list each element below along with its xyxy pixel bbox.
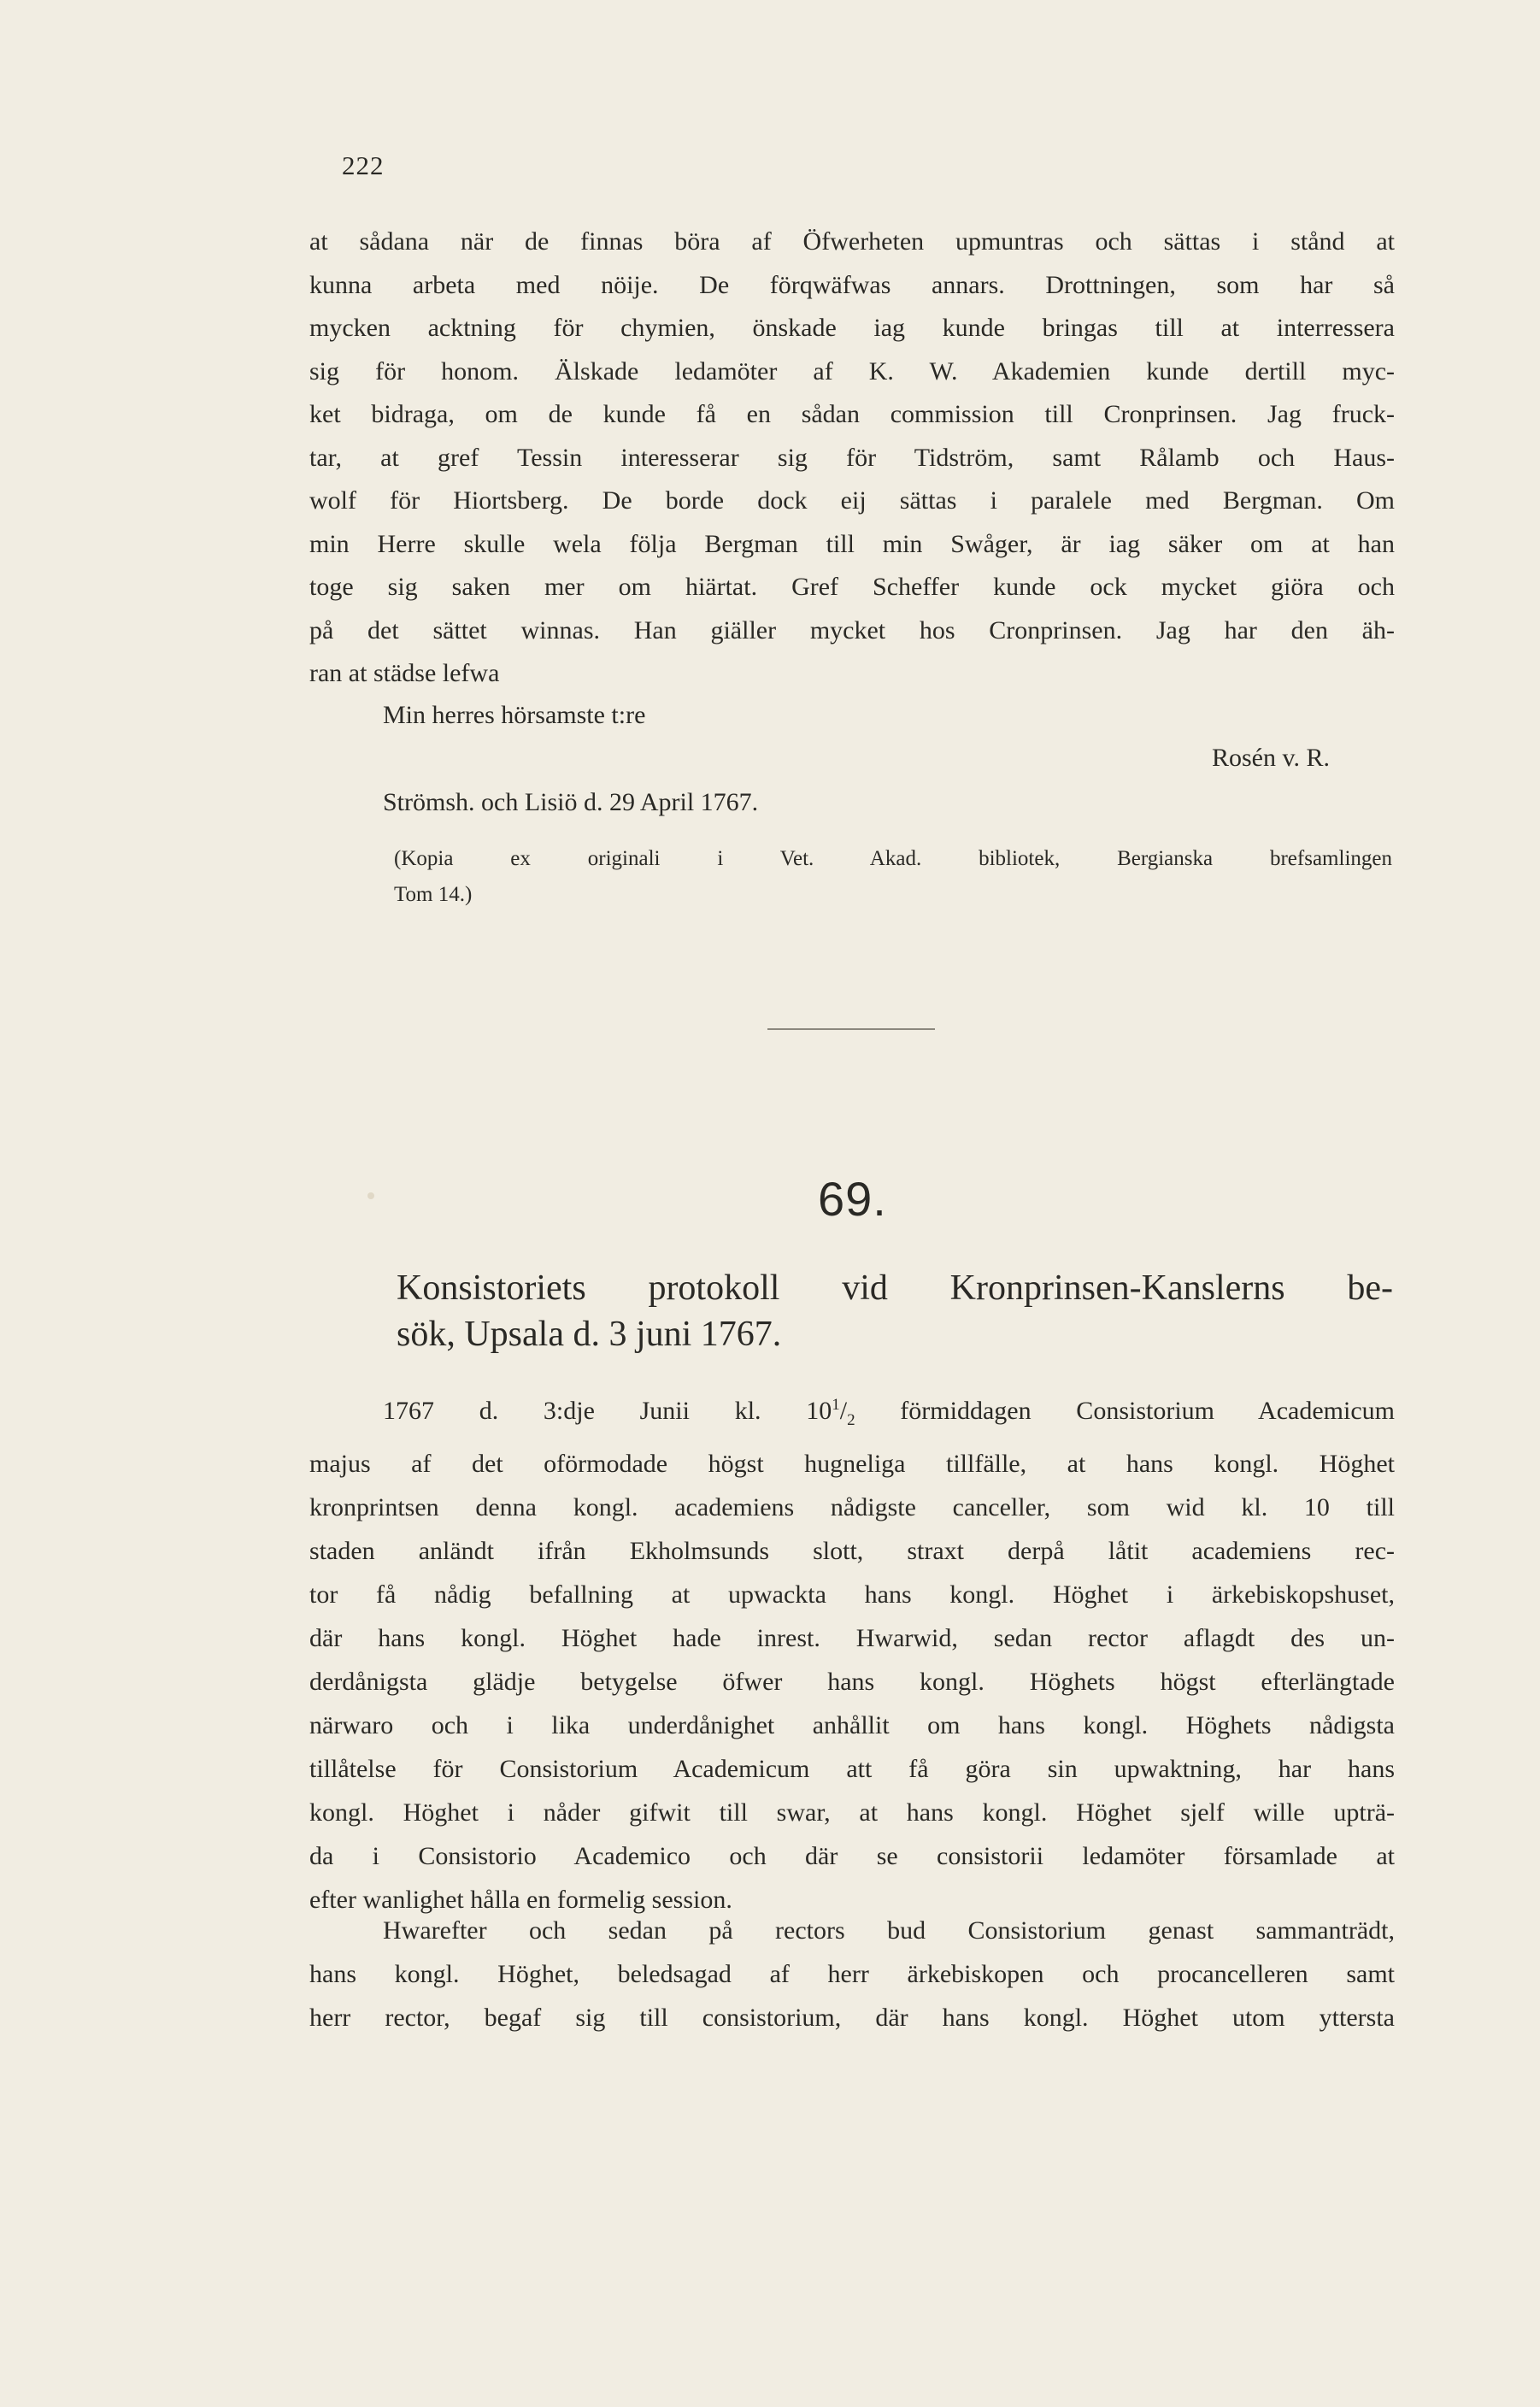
text-line: majus af det oförmodade högst hugneliga tillfälle, at hans kongl. Höghet <box>309 1450 1395 1478</box>
text-line: toge sig saken mer om hiärtat. Gref Scheffer kunde ock mycket giöra och <box>309 573 1395 601</box>
text-line: min Herre skulle wela följa Bergman till min Swåger, är iag säker om at han <box>309 529 1395 558</box>
fraction-numerator: 1 <box>832 1396 840 1414</box>
text-line: kunna arbeta med nöije. De förqwäfwas annars. Drottningen, som har så <box>309 270 1395 299</box>
document-number: 69. <box>818 1172 887 1226</box>
text-line: tillåtelse för Consistorium Academicum att få göra sin upwaktning, har hans <box>309 1755 1395 1783</box>
text-line: kronprintsen denna kongl. academiens nådigste canceller, som wid kl. 10 till <box>309 1493 1395 1521</box>
text-line: på det sättet winnas. Han giäller mycket hos Cronprinsen. Jag har den äh- <box>309 615 1395 644</box>
heading-line: sök, Upsala d. 3 juni 1767. <box>397 1315 782 1354</box>
body-paragraph <box>309 1383 1395 1921</box>
text-line: Hwarefter och sedan på rectors bud Consistorium genast sammanträdt, <box>383 1916 1395 1945</box>
letter-signature: Rosén v. R. <box>1212 744 1331 772</box>
fraction: $^1/_2$ <box>832 1396 855 1429</box>
text-line: kongl. Höghet i nåder gifwit till swar, at hans kongl. Höghet sjelf wille upträ- <box>309 1798 1395 1827</box>
text-line: herr rector, begaf sig till consistorium, där hans kongl. Höghet utom yttersta <box>309 2004 1395 2032</box>
text-line: tor få nådig befallning at upwackta hans kongl. Höghet i ärkebiskopshuset, <box>309 1580 1395 1609</box>
letter-paragraph <box>309 221 1395 696</box>
text-line: da i Consistorio Academico och där se consistorii ledamöter församlade at <box>309 1842 1395 1870</box>
text-line: hans kongl. Höghet, beledsagad af herr ärkebiskopen och procancelleren samt <box>309 1960 1395 1988</box>
page-number: 222 <box>342 150 385 180</box>
text-fragment: 1767 d. 3:dje Junii kl. 10 <box>383 1397 832 1425</box>
text-line: derdånigsta glädje betygelse öfwer hans kongl. Höghets högst efterlängtade <box>309 1668 1395 1696</box>
document-heading <box>397 1265 1393 1357</box>
source-note <box>394 841 1392 913</box>
source-note-line: Tom 14.) <box>394 883 473 906</box>
body-paragraph <box>309 1909 1395 2039</box>
text-line: mycken acktning för chymien, önskade iag kunde bringas till at interressera <box>309 314 1395 342</box>
text-line: ran at städse lefwa <box>309 659 500 687</box>
heading-line: Konsistoriets protokoll vid Kronprinsen-Kanslerns be- <box>397 1268 1393 1308</box>
text-line: at sådana när de finnas böra af Öfwerheten upmuntras och sättas i stånd at <box>309 227 1395 256</box>
text-fragment: förmiddagen Consistorium Academicum <box>855 1397 1395 1425</box>
section-divider <box>767 1028 935 1030</box>
letter-place-date: Strömsh. och Lisiö d. 29 April 1767. <box>383 788 759 816</box>
text-line: staden anländt ifrån Ekholmsunds slott, straxt derpå låtit academiens rec- <box>309 1537 1395 1565</box>
text-line <box>309 1383 1395 1442</box>
text-line: där hans kongl. Höghet hade inrest. Hwarwid, sedan rector aflagdt des un- <box>309 1624 1395 1652</box>
text-line: tar, at gref Tessin interesserar sig för Tidström, samt Rålamb och Haus- <box>309 443 1395 472</box>
text-line: ket bidraga, om de kunde få en sådan commission till Cronprinsen. Jag fruck- <box>309 400 1395 428</box>
text-line: wolf för Hiortsberg. De borde dock eij sättas i paralele med Bergman. Om <box>309 486 1395 515</box>
paper-speck <box>367 1192 374 1199</box>
text-line: efter wanlighet hålla en formelig session. <box>309 1886 732 1914</box>
text-line: sig för honom. Älskade ledamöter af K. W. Akademien kunde dertill myc- <box>309 356 1395 385</box>
text-line: närwaro och i lika underdånighet anhållit om hans kongl. Höghets nådigsta <box>309 1711 1395 1739</box>
letter-closing: Min herres hörsamste t:re <box>383 701 646 729</box>
source-note-line: (Kopia ex originali i Vet. Akad. bibliotek, Bergianska brefsamlingen <box>394 847 1392 870</box>
fraction-denominator: 2 <box>847 1411 855 1429</box>
